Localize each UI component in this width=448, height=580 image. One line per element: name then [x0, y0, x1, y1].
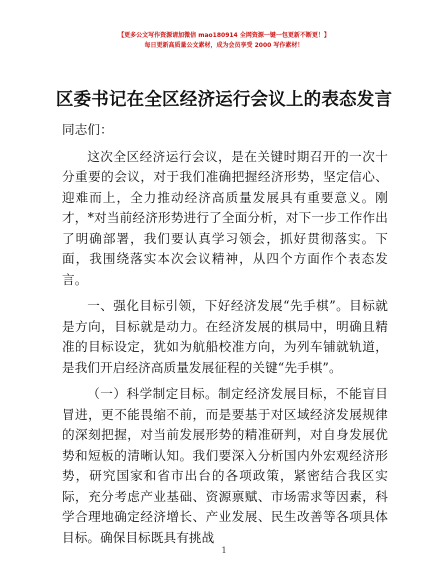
paragraph-section-1-heading: 一、强化目标引领，下好经济发展“先手棋”。目标就是方向，目标就是动力。在经济发展的棋局中，明确且精准的目标设定，犹如为航船校准方向，为列车铺就轨道，是我们开启经济高质量发展征程的关键“先手棋”。: [62, 298, 388, 375]
document-body: [62, 120, 388, 548]
promo-banner-line-2: 每日更新高质量公文素材，成为会员享受 2000 写作素材！: [144, 42, 304, 49]
paragraph-intro: 这次全区经济运行会议，是在关键时期召开的一次十分重要的会议，对于我们准确把握经济形势，坚定信心、迎难而上，全力推动经济高质量发展具有重要意义。刚才，*对当前经济形势进行了全面分析，对下一步工作作出了明确部署，我们要认真学习领会，抓好贯彻落实。下面，我围绕落实本次会议精神，从四个方面作个表态发言。: [62, 148, 388, 287]
page-number: 1: [221, 546, 227, 555]
salutation: 同志们：: [62, 122, 113, 137]
promo-banner-line-1: 【更多公文写作资源请加微信 mao180914 全网资源一键一包更新不断更！】: [118, 32, 330, 39]
paragraph-subsection-1: （一）科学制定目标。制定经济发展目标，不能盲目冒进，更不能畏缩不前，而是要基于对区域经济发展规律的深刻把握，对当前发展形势的精准研判，对自身发展优势和短板的清晰认知。我们要深入分析国内外宏观经济形势，研究国家和省市出台的各项政策，紧密结合我区实际，充分考虑产业基础、资源禀赋、市场需求等因素，科学合理地确定经济增长、产业发展、民生改善等各项具体目标。确保目标既具有挑战: [62, 386, 388, 545]
document-title: 区委书记在全区经济运行会议上的表态发言: [55, 90, 393, 110]
